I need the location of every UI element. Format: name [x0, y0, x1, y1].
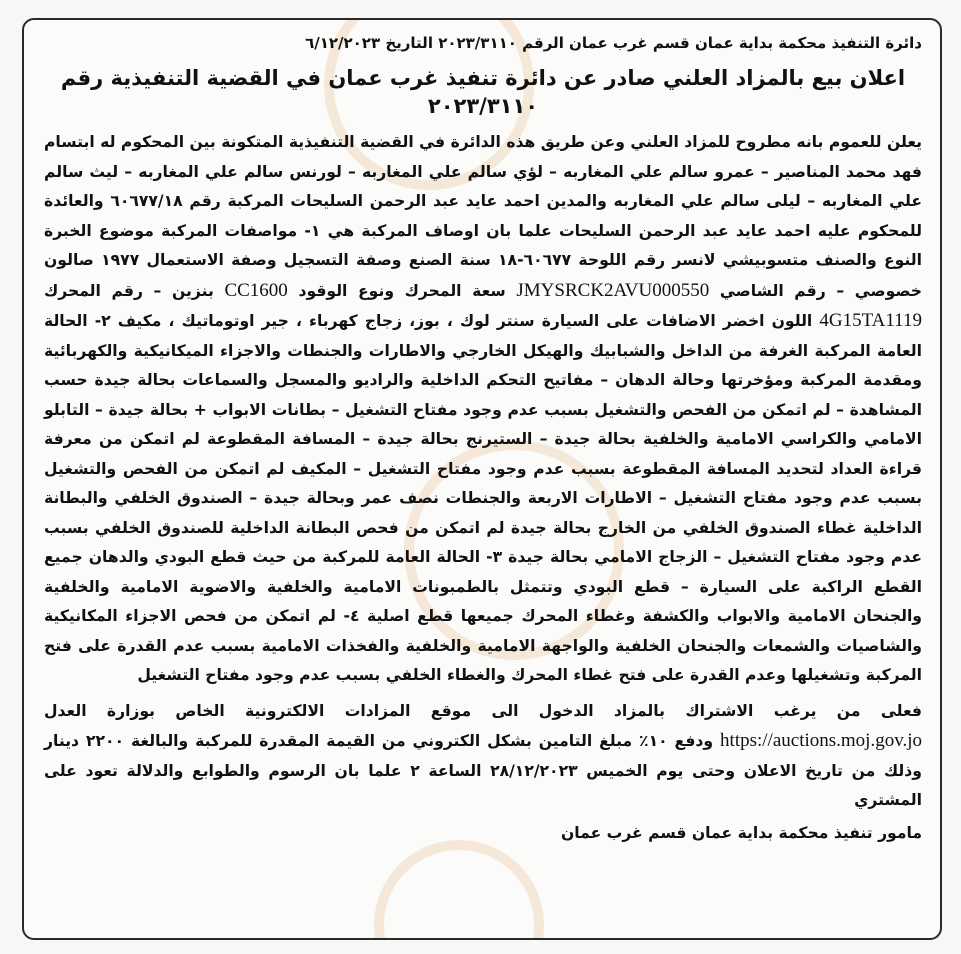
- engine-number: 4G15TA1119: [819, 310, 922, 331]
- notice-header: دائرة التنفيذ محكمة بداية عمان قسم غرب عمان الرقم ٢٠٢٣/٣١١٠ التاريخ ٦/١٢/٢٠٢٣: [305, 34, 922, 52]
- body-part-2: سعة المحرك ونوع الوقود: [298, 281, 506, 300]
- notice-body: [44, 128, 922, 691]
- notice-document: [44, 32, 922, 928]
- body-part-3: بنزين – رقم المحرك: [44, 281, 214, 300]
- cta-part-2: ودفع ١٠٪ مبلغ التامين بشكل الكتروني من القيمة المقدرة للمركبة والبالغة ٢٢٠٠ دينار وذلك من تاريخ الاعلان وحتى يوم الخميس ٢٨/١٢/٢٠٢٣ الساعة ٢ علما بان الرسوم والطوابع والدلالة تعود على المشتري: [44, 732, 922, 809]
- body-part-4: اللون اخضر الاضافات على السيارة سنتر لوك ، بوز، زجاج كهرباء ، جير اوتوماتيك ، مكيف ٢- الحالة العامة المركبة الغرفة من الداخل والشبابيك والهيكل الخارجي والاطارات والجنطات والاجزاء الميكانيكية والكهربائية ومقدمة المركبة ومؤخرتها وحالة الدهان – مفاتيح التحكم الداخلية والراديو والمسجل والسماعات بحالة جيدة حسب المشاهدة – لم اتمكن من الفحص والتشغيل بسبب عدم وجود مفتاح التشغيل – بطانات الابواب + بحالة جيدة – التابلو الامامي والكراسي الامامية والخلفية بحالة جيدة – الستيرنج بحالة جيدة – المسافة المقطوعة لم اتمكن من معرفة قراءة العداد لتحديد المسافة المقطوعة بسبب عدم وجود مفتاح التشغيل – المكيف لم اتمكن من الفحص والتشغيل بسبب عدم وجود مفتاح التشغيل – الاطارات الاربعة والجنطات نصف عمر وبحالة جيدة – الصندوق الخلفي والبطانة الداخلية غطاء الصندوق الخلفي من الخارج بحالة جيدة لم اتمكن من فحص البطانة الداخلية للصندوق الخلفي بسبب عدم وجود مفتاح التشغيل – الزجاج الامامي بحالة جيدة ٣- الحالة العامة للمركبة من حيث قطع البودي والدهان جميع القطع الراكبة على السيارة – قطع البودي وتتمثل بالطمبونات الامامية والخلفية والاضوية الامامية والخلفية والجنحان الامامية والابواب والكشفة وغطاء المحرك جميعها قطع اصلية ٤- لم اتمكن من فحص الاجزاء المكانيكية والشاصيات والشمعات والجنحان الخلفية والواجهة الامامية والخلفية والفخذات الامامية بسبب عدم القدرة على فتح المركبة وتشغيلها وعدم القدرة على فتح غطاء المحرك والغطاء الخلفي بسبب عدم وجود مفتاح التشغيل: [44, 312, 922, 684]
- notice-title: اعلان بيع بالمزاد العلني صادر عن دائرة تنفيذ غرب عمان في القضية التنفيذية رقم ٢٠٢٣/٣١١٠: [60, 66, 906, 118]
- engine-capacity: CC1600: [224, 279, 288, 301]
- auction-url: https://auctions.moj.gov.jo: [720, 730, 923, 751]
- notice-cta: [44, 697, 922, 816]
- notice-signature: مامور تنفيذ محكمة بداية عمان قسم غرب عمان: [560, 823, 922, 842]
- chassis-number: JMYSRCK2AVU000550: [516, 279, 710, 301]
- notice-frame: [22, 18, 942, 940]
- cta-part-1: فعلى من يرغب الاشتراك بالمزاد الدخول الى موقع المزادات الالكترونية الخاص بوزارة العدل: [44, 701, 922, 720]
- body-part-1: يعلن للعموم بانه مطروح للمزاد العلني وعن طريق هذه الدائرة في القضية التنفيذية المتكونة بين المحكوم له ابتسام فهد محمد المناصير – عمرو سالم علي المغاربه – لؤي سالم علي المغاربه – لورنس سالم علي المغاربه – ليث سالم علي المغاربه – ليلى سالم علي المغاربه والمدين احمد عايد عبد الرحمن السليحات المركبة رقم ٦٠٦٧٧/١٨ والعائدة للمحكوم عليه احمد عايد عبد الرحمن السليحات علما بان اوصاف المركبة هي ١- مواصفات المركبة موضوع الخبرة النوع والصنف متسوبيشي لانسر رقم اللوحة ٦٠٦٧٧-١٨ سنة الصنع وصفة التسجيل وصفة الاستعمال ١٩٧٧ صالون خصوصي – رقم الشاصي: [44, 133, 923, 300]
